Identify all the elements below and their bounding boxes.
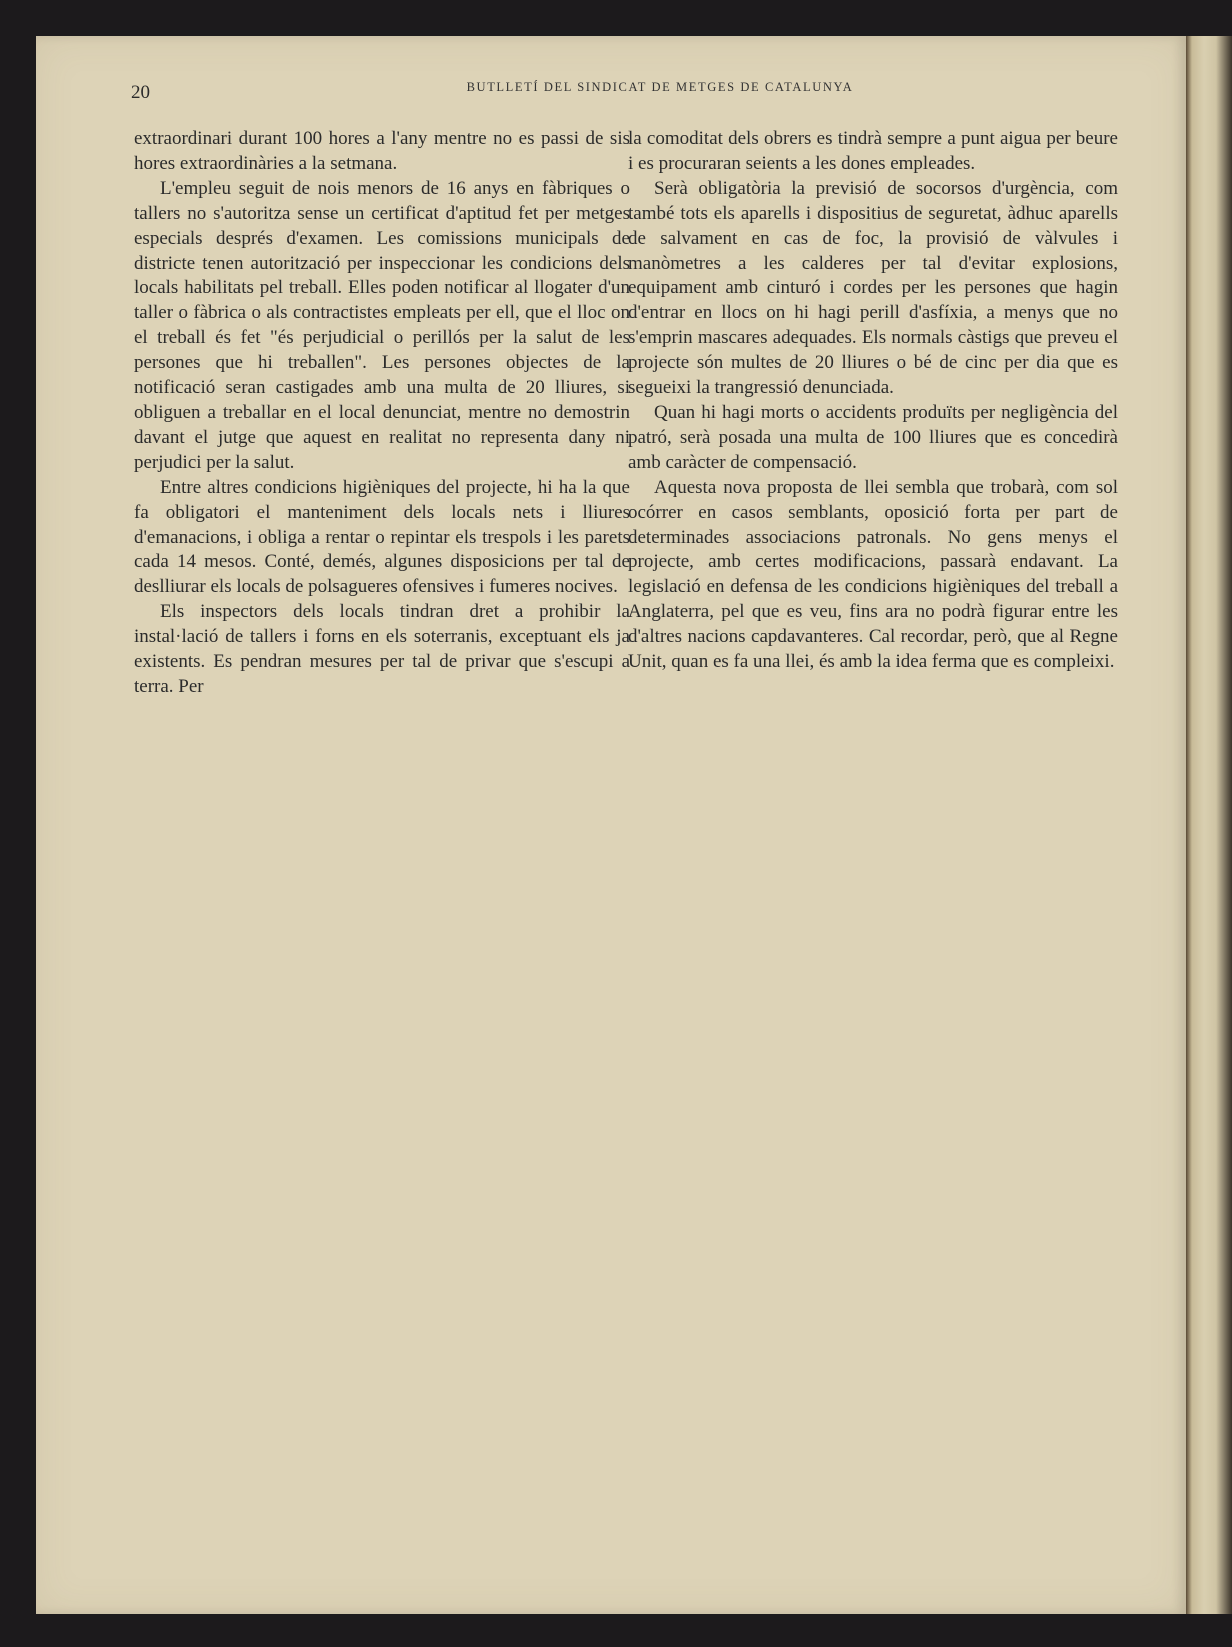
- paragraph: la comoditat dels obrers es tindrà sempre a punt aigua per beure i es procuraran seients a les dones empleades.: [628, 128, 1118, 174]
- right-column: [628, 127, 1118, 675]
- paragraph: Quan hi hagi morts o accidents produïts per negligència del patró, serà posada una multa de 100 lliures que es concedirà amb caràcter de compensació.: [628, 401, 1118, 473]
- paragraph: L'empleu seguit de nois menors de 16 anys en fàbriques o tallers no s'autoritza sense un certificat d'aptitud fet per metges especials després d'examen. Les comissions municipals de districte tenen autorització per inspeccionar les condicions dels locals habilitats pel treball. Elles poden notificar al llogater d'un taller o fàbrica o als contractistes empleats per ell, que el lloc on el treball és fet "és perjudicial o perillós per la salut de les persones que hi treballen". Les persones objectes de la notificació seran castigades amb una multa de 20 lliures, si obliguen a treballar en el local denunciat, mentre no demostrin davant el jutge que aquest en realitat no representa dany ni perjudici per la salut.: [134, 177, 630, 473]
- book-spine: [1186, 36, 1232, 1614]
- paragraph: Entre altres condicions higièniques del projecte, hi ha la que fa obligatori el manteniment dels locals nets i lliures d'emanacions, i obliga a rentar o repintar els trespols i les parets cada 14 mesos. Conté, demés, algunes disposicions per tal de deslliurar els locals de polsagueres ofensives i fumeres nocives.: [134, 476, 630, 598]
- paragraph: extraordinari durant 100 hores a l'any mentre no es passi de sis hores extraordinàries a la setmana.: [134, 128, 630, 174]
- left-column: [134, 127, 630, 700]
- paragraph: Aquesta nova proposta de llei sembla que trobarà, com sol ocórrer en casos semblants, oposició forta per part de determinades associacions patronals. No gens menys el projecte, amb certes modificacions, passarà endavant. La legislació en defensa de les condicions higièniques del treball a Anglaterra, pel que es veu, fins ara no podrà figurar entre les d'altres nacions capdavanteres. Cal recordar, però, que al Regne Unit, quan es fa una llei, és amb la idea ferma que es compleixi.: [628, 476, 1118, 673]
- paragraph: Serà obligatòria la previsió de socorsos d'urgència, com també tots els aparells i dispositius de seguretat, àdhuc aparells de salvament en cas de foc, la provisió de vàlvules i manòmetres a les calderes per tal d'evitar explosions, equipament amb cinturó i cordes per les persones que hagin d'entrar en llocs on hi hagi perill d'asfíxia, a menys que no s'emprin mascares adequades. Els normals càstigs que preveu el projecte són multes de 20 lliures o bé de cinc per dia que es segueixi la trangressió denunciada.: [628, 177, 1118, 399]
- page-number: 20: [131, 82, 150, 103]
- paragraph: Els inspectors dels locals tindran dret a prohibir la instal·lació de tallers i forns en els soterranis, exceptuant els ja existents. Es pendran mesures per tal de privar que s'escupi a terra. Per: [134, 601, 630, 697]
- running-head: BUTLLETÍ DEL SINDICAT DE METGES DE CATALUNYA: [466, 80, 854, 94]
